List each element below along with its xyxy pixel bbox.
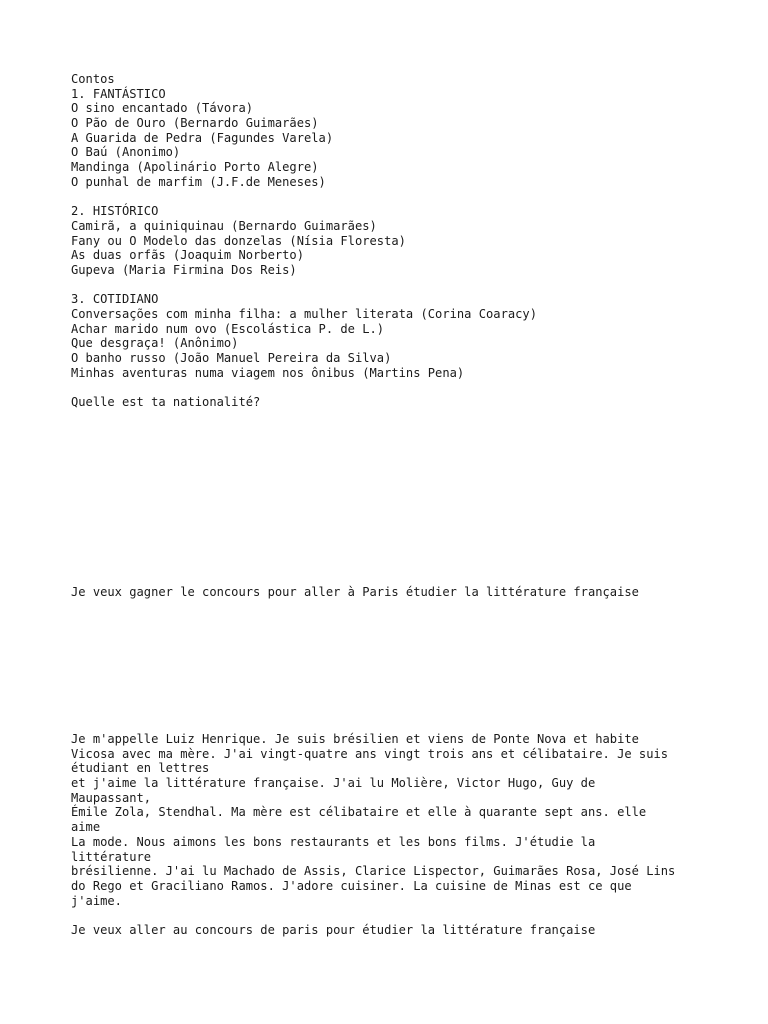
list-item: O Baú (Anonimo) [71, 145, 181, 160]
bio-line: brésilienne. J'ai lu Machado de Assis, Clarice Lispector, Guimarães Rosa, José Lins [71, 864, 676, 879]
bio-line: Émile Zola, Stendhal. Ma mère est célibataire et elle à quarante sept ans. elle [71, 805, 647, 820]
section-historico [71, 204, 711, 277]
spacer [71, 380, 711, 395]
section-heading: 1. FANTÁSTICO [71, 86, 166, 101]
table-of-contents [71, 72, 711, 410]
list-item: Mandinga (Apolinário Porto Alegre) [71, 160, 319, 175]
question-text: Quelle est ta nationalité? [71, 395, 261, 410]
list-item: Achar marido num ovo (Escolástica P. de L.) [71, 321, 385, 336]
goal-text: Je veux gagner le concours pour aller à Paris étudier la littérature française [71, 585, 639, 599]
document-title: Contos [71, 72, 115, 86]
final-text: Je veux aller au concours de paris pour étudier la littérature française [71, 923, 596, 937]
bio-line: j'aime. [71, 893, 122, 908]
list-item: O punhal de marfim (J.F.de Meneses) [71, 174, 326, 189]
list-item: A Guarida de Pedra (Fagundes Varela) [71, 130, 334, 145]
list-item: O Pão de Ouro (Bernardo Guimarães) [71, 116, 319, 131]
bio-line: do Rego et Graciliano Ramos. J'adore cuisiner. La cuisine de Minas est ce que [71, 878, 632, 893]
spacer [71, 278, 711, 293]
list-item: Gupeva (Maria Firmina Dos Reis) [71, 262, 297, 277]
bio-line: Je m'appelle Luiz Henrique. Je suis brésilien et viens de Ponte Nova et habite [71, 732, 639, 746]
bio-line: et j'aime la littérature française. J'ai lu Molière, Victor Hugo, Guy de [71, 776, 596, 791]
list-item: O banho russo (João Manuel Pereira da Silva) [71, 351, 392, 366]
list-item: O sino encantado (Távora) [71, 101, 254, 116]
bio-line: Vicosa avec ma mère. J'ai vingt-quatre ans vingt trois ans et célibataire. Je suis [71, 746, 669, 761]
goal-paragraph [71, 585, 711, 600]
list-item: Conversações com minha filha: a mulher literata (Corina Coaracy) [71, 307, 537, 321]
bio-line: étudiant en lettres [71, 761, 210, 776]
bio-paragraph [71, 732, 711, 908]
list-item: As duas orfãs (Joaquim Norberto) [71, 248, 304, 263]
final-paragraph [71, 923, 711, 938]
list-item: Minhas aventuras numa viagem nos ônibus (Martins Pena) [71, 365, 465, 380]
section-heading: 2. HISTÓRICO [71, 204, 159, 219]
section-cotidiano [71, 292, 711, 380]
bio-line: aime [71, 820, 101, 835]
section-heading: 3. COTIDIANO [71, 292, 159, 307]
spacer [71, 190, 711, 205]
bio-line: littérature [71, 849, 152, 864]
section-fantastico [71, 87, 711, 190]
bio-line: La mode. Nous aimons les bons restaurants et les bons films. J'étudie la [71, 834, 596, 849]
list-item: Camirã, a quiniquinau (Bernardo Guimarães) [71, 218, 377, 233]
bio-line: Maupassant, [71, 790, 152, 805]
list-item: Que desgraça! (Anônimo) [71, 336, 239, 351]
list-item: Fany ou O Modelo das donzelas (Nísia Floresta) [71, 233, 406, 248]
